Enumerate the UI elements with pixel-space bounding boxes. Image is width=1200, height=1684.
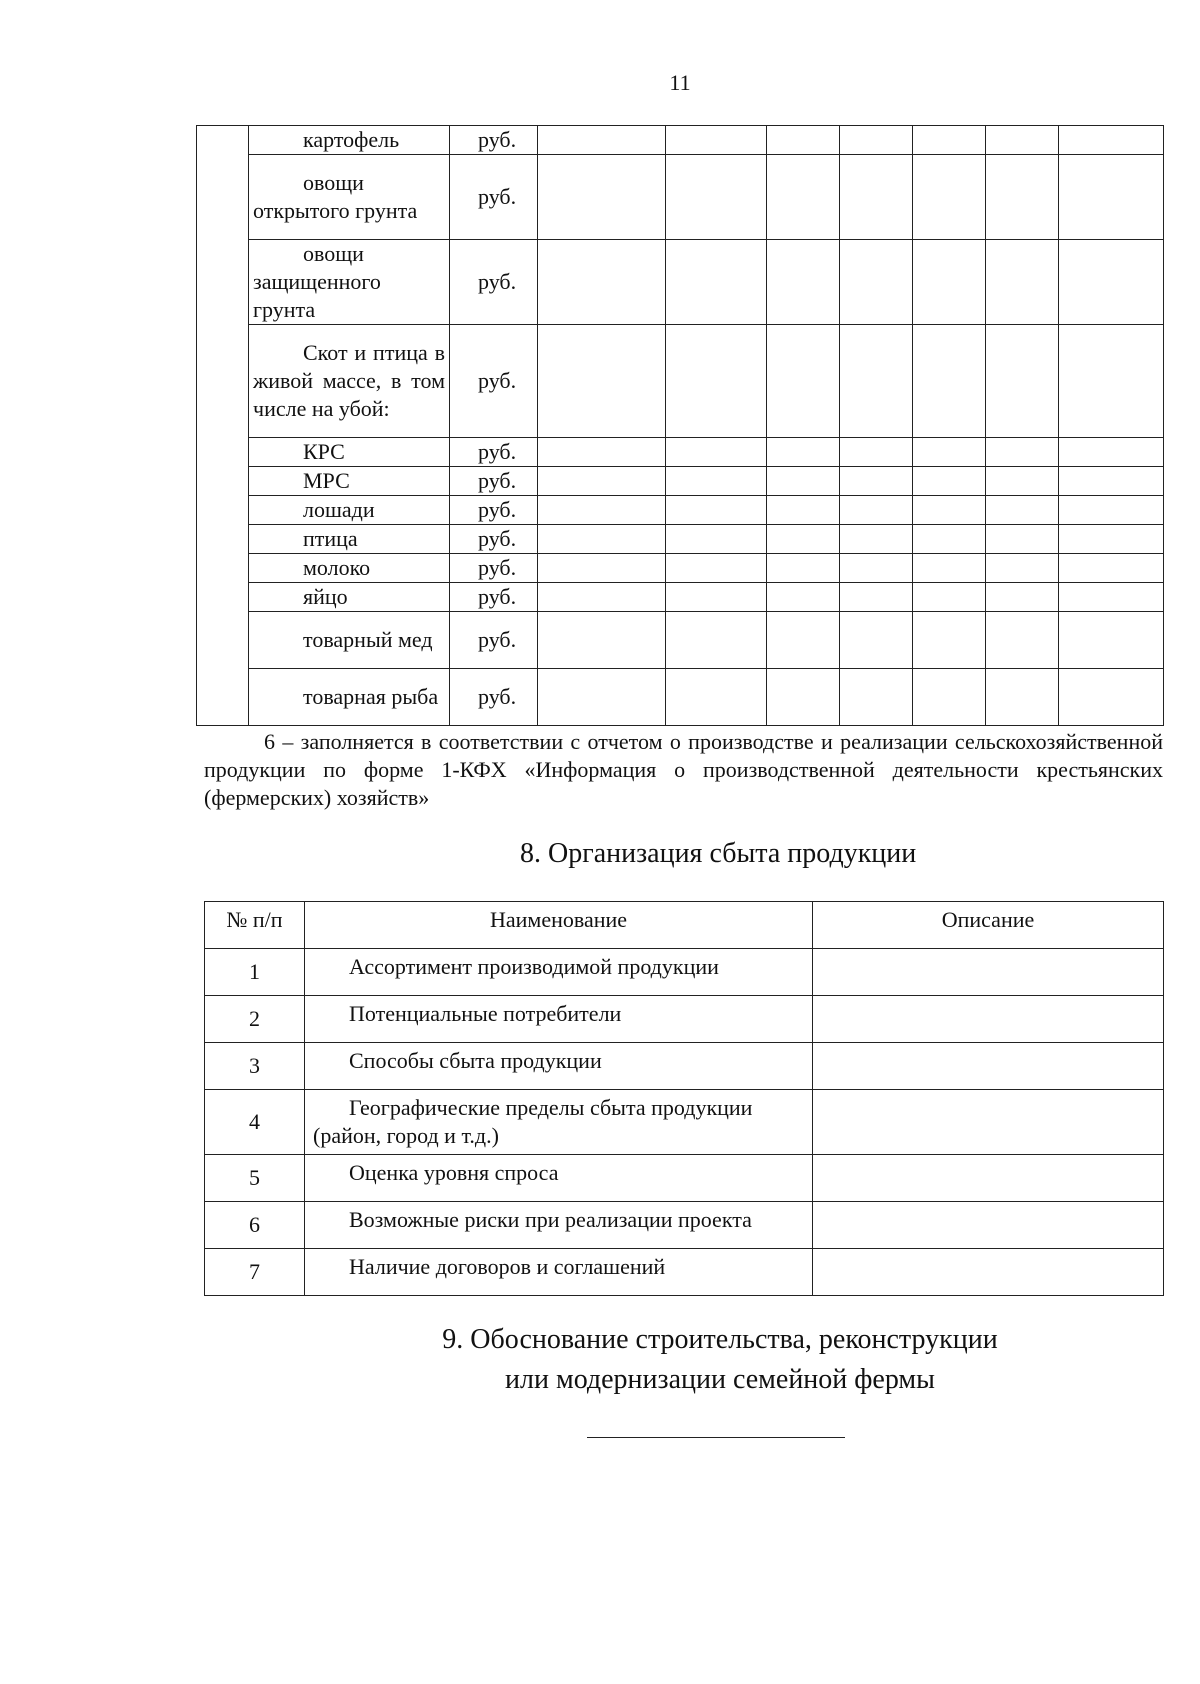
row-description [813,996,1164,1043]
value-cell [767,554,840,583]
value-cell [767,467,840,496]
value-cell [666,496,767,525]
value-cell [1059,496,1164,525]
row-unit: руб. [450,438,538,467]
value-cell [986,155,1059,240]
row-label-text: товарный мед [303,627,433,652]
value-cell [913,612,986,669]
value-cell [840,155,913,240]
value-cell [538,240,666,325]
value-cell [767,669,840,726]
table-row [197,155,1164,240]
table-row [205,1155,1164,1202]
value-cell [986,467,1059,496]
value-cell [538,438,666,467]
value-cell [767,583,840,612]
row-unit: руб. [450,496,538,525]
value-cell [538,467,666,496]
table-row [197,669,1164,726]
table-row [205,949,1164,996]
value-cell [666,325,767,438]
value-cell [1059,525,1164,554]
value-cell [840,325,913,438]
value-cell [986,583,1059,612]
row-label [249,126,450,155]
value-cell [840,496,913,525]
value-cell [538,325,666,438]
value-cell [666,240,767,325]
footnote: 6 – заполняется в соответствии с отчетом о производстве и реализации сельскохозяйственной продукции по форме 1-КФХ «Информация о производственной деятельности крестьянских (фермерских) хозяйств» [204,729,1163,810]
row-unit: руб. [450,583,538,612]
value-cell [986,496,1059,525]
value-cell [840,554,913,583]
value-cell [913,240,986,325]
value-cell [1059,467,1164,496]
row-label-text: товарная рыба [303,684,439,709]
value-cell [666,583,767,612]
value-cell [538,669,666,726]
value-cell [538,525,666,554]
row-description [813,1043,1164,1090]
table-row [197,554,1164,583]
value-cell [913,583,986,612]
row-label [249,438,450,467]
value-cell [767,496,840,525]
row-label-text: яйцо [303,584,348,609]
value-cell [840,126,913,155]
value-cell [986,438,1059,467]
value-cell [913,554,986,583]
end-rule [587,1437,845,1438]
value-cell [840,612,913,669]
value-cell [840,525,913,554]
value-cell [913,438,986,467]
value-cell [767,612,840,669]
value-cell [913,496,986,525]
row-unit: руб. [450,325,538,438]
row-label [249,583,450,612]
value-cell [840,438,913,467]
row-label [249,669,450,726]
value-cell [1059,438,1164,467]
row-unit: руб. [450,525,538,554]
row-label-text: картофель [303,127,400,152]
value-cell [986,525,1059,554]
row-label [249,554,450,583]
value-cell [538,554,666,583]
sales-organization-table [204,901,1164,1296]
row-label-text: КРС [303,439,345,464]
value-cell [913,669,986,726]
table-row [197,583,1164,612]
table-row [197,612,1164,669]
value-cell [913,525,986,554]
row-number: 5 [205,1155,305,1202]
value-cell [1059,554,1164,583]
value-cell [767,438,840,467]
value-cell [913,155,986,240]
row-label [249,240,450,325]
table-row [205,1090,1164,1155]
value-cell [538,583,666,612]
row-label-text: птица [303,526,358,551]
table-row [197,126,1164,155]
row-unit: руб. [450,554,538,583]
value-cell [840,240,913,325]
table-row [197,325,1164,438]
header-description: Описание [813,902,1164,949]
row-number: 4 [205,1090,305,1155]
value-cell [666,467,767,496]
row-number: 2 [205,996,305,1043]
value-cell [840,669,913,726]
value-cell [666,669,767,726]
table-row [205,996,1164,1043]
row-unit: руб. [450,612,538,669]
table-row [197,496,1164,525]
row-label-text: овощи открытого грунта [253,170,418,223]
value-cell [1059,155,1164,240]
table-header-row [205,902,1164,949]
row-name: Наличие договоров и соглашений [305,1249,813,1296]
value-cell [986,612,1059,669]
row-unit: руб. [450,126,538,155]
value-cell [1059,240,1164,325]
value-cell [767,525,840,554]
value-cell [913,325,986,438]
value-cell [986,554,1059,583]
row-description [813,1155,1164,1202]
value-cell [1059,126,1164,155]
row-label-text: МРС [303,468,350,493]
table-row [205,1043,1164,1090]
table-row [205,1202,1164,1249]
row-number: 1 [205,949,305,996]
row-label-text: Скот и птица в живой массе, в том числе на убой: [253,340,445,421]
row-label [249,525,450,554]
header-num: № п/п [205,902,305,949]
row-label [249,155,450,240]
value-cell [538,155,666,240]
row-label-text: молоко [303,555,371,580]
section-9-title [340,1320,1100,1400]
row-description [813,1249,1164,1296]
row-description [813,949,1164,996]
value-cell [767,155,840,240]
row-description [813,1202,1164,1249]
value-cell [538,496,666,525]
value-cell [767,240,840,325]
value-cell [913,126,986,155]
table-row [197,467,1164,496]
row-name: Географические пределы сбыта продукции (район, город и т.д.) [305,1090,813,1155]
value-cell [840,583,913,612]
table-row [197,240,1164,325]
side-cell [197,126,249,726]
row-number: 7 [205,1249,305,1296]
section-8-title: 8. Организация сбыта продукции [520,838,917,869]
section-9-title-line2: или модернизации семейной фермы [505,1364,935,1395]
value-cell [913,467,986,496]
value-cell [986,240,1059,325]
value-cell [1059,612,1164,669]
value-cell [666,612,767,669]
row-description [813,1090,1164,1155]
row-name: Оценка уровня спроса [305,1155,813,1202]
row-unit: руб. [450,240,538,325]
page-number: 11 [669,70,691,95]
row-name: Потенциальные потребители [305,996,813,1043]
value-cell [538,612,666,669]
value-cell [767,126,840,155]
table-row [197,438,1164,467]
production-table [196,125,1164,726]
value-cell [1059,325,1164,438]
row-label [249,467,450,496]
value-cell [1059,669,1164,726]
value-cell [666,155,767,240]
row-number: 3 [205,1043,305,1090]
table-row [197,525,1164,554]
row-name: Возможные риски при реализации проекта [305,1202,813,1249]
value-cell [840,467,913,496]
row-unit: руб. [450,155,538,240]
row-number: 6 [205,1202,305,1249]
value-cell [986,325,1059,438]
value-cell [767,325,840,438]
value-cell [986,669,1059,726]
section-9-title-line1: 9. Обоснование строительства, реконструкции [442,1324,998,1355]
row-label-text: овощи защищенного грунта [253,241,381,322]
row-label [249,325,450,438]
row-label-text: лошади [303,497,375,522]
row-name: Ассортимент производимой продукции [305,949,813,996]
value-cell [1059,583,1164,612]
value-cell [666,126,767,155]
row-unit: руб. [450,467,538,496]
value-cell [666,554,767,583]
value-cell [666,438,767,467]
row-unit: руб. [450,669,538,726]
row-name: Способы сбыта продукции [305,1043,813,1090]
header-name: Наименование [305,902,813,949]
row-label [249,612,450,669]
table-row [205,1249,1164,1296]
value-cell [666,525,767,554]
value-cell [538,126,666,155]
row-label [249,496,450,525]
value-cell [986,126,1059,155]
